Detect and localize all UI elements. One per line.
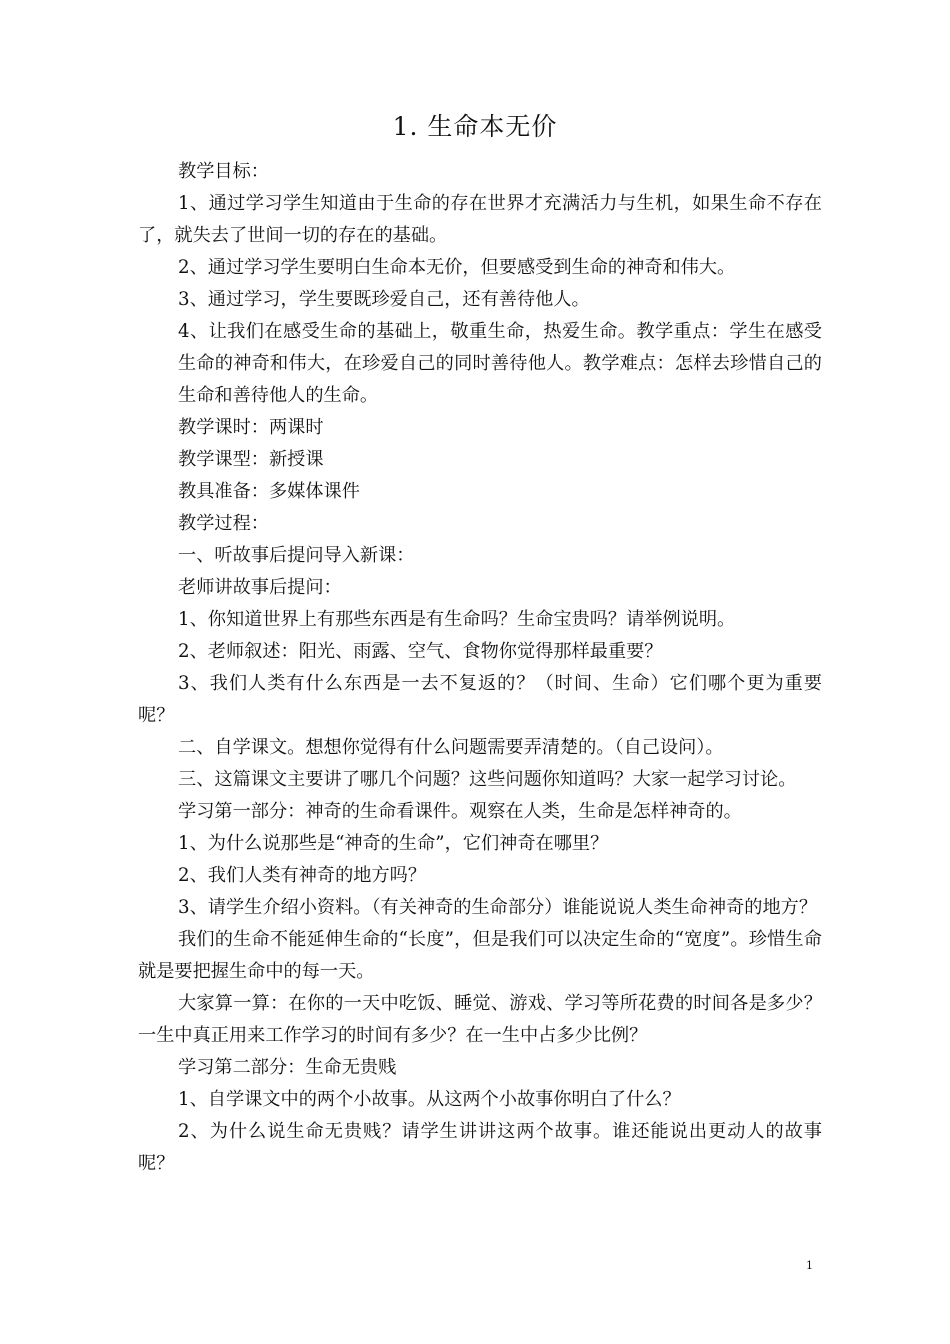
paragraph: 三、这篇课文主要讲了哪几个问题？这些问题你知道吗？大家一起学习讨论。: [178, 769, 797, 790]
paragraph: 1、自学课文中的两个小故事。从这两个小故事你明白了什么？: [178, 1089, 681, 1110]
paragraph: 2、为什么说生命无贵贱？请学生讲讲这两个故事。谁还能说出更动人的故事呢？: [138, 1121, 822, 1174]
paragraph: 二、自学课文。想想你觉得有什么问题需要弄清楚的。（自己设问）。: [178, 737, 724, 758]
paragraph: 1、通过学习学生知道由于生命的存在世界才充满活力与生机，如果生命不存在了，就失去了世间一切的存在的基础。: [138, 193, 822, 246]
paragraph: 2、通过学习学生要明白生命本无价，但要感受到生命的神奇和伟大。: [178, 257, 736, 278]
paragraph: 教学课型：新授课: [178, 449, 324, 470]
document-body: [138, 156, 822, 1180]
paragraph: 我们的生命不能延伸生命的“长度”，但是我们可以决定生命的“宽度”。珍惜生命就是要把握生命中的每一天。: [138, 929, 822, 982]
paragraph: 1、你知道世界上有那些东西是有生命吗？生命宝贵吗？请举例说明。: [178, 609, 736, 630]
paragraph: 4、让我们在感受生命的基础上，敬重生命，热爱生命。教学重点：学生在感受生命的神奇和伟大，在珍爱自己的同时善待他人。教学难点：怎样去珍惜自己的生命和善待他人的生命。: [178, 321, 822, 406]
paragraph: 教学目标：: [178, 161, 269, 182]
paragraph: 3、我们人类有什么东西是一去不复返的？（时间、生命）它们哪个更为重要呢？: [138, 673, 822, 726]
paragraph: 老师讲故事后提问：: [178, 577, 342, 598]
page-number: 1: [806, 1259, 813, 1272]
paragraph: 教学过程：: [178, 513, 269, 534]
paragraph: 学习第二部分：生命无贵贱: [178, 1057, 397, 1078]
paragraph: 2、老师叙述：阳光、雨露、空气、食物你觉得那样最重要？: [178, 641, 663, 662]
paragraph: 1、为什么说那些是“神奇的生命”，它们神奇在哪里？: [178, 833, 609, 854]
paragraph: 学习第一部分：神奇的生命看课件。观察在人类，生命是怎样神奇的。: [178, 801, 742, 822]
page-title: 1. 生命本无价: [392, 112, 558, 141]
paragraph: 教学课时：两课时: [178, 417, 324, 438]
paragraph: 3、请学生介绍小资料。（有关神奇的生命部分）谁能说说人类生命神奇的地方？: [178, 897, 818, 918]
paragraph: 2、我们人类有神奇的地方吗？: [178, 865, 427, 886]
paragraph: 教具准备：多媒体课件: [178, 481, 360, 502]
paragraph: 3、通过学习，学生要既珍爱自己，还有善待他人。: [178, 289, 590, 310]
paragraph: 一、听故事后提问导入新课：: [178, 545, 415, 566]
paragraph: 大家算一算：在你的一天中吃饭、睡觉、游戏、学习等所花费的时间各是多少？一生中真正用来工作学习的时间有多少？在一生中占多少比例？: [138, 993, 822, 1046]
